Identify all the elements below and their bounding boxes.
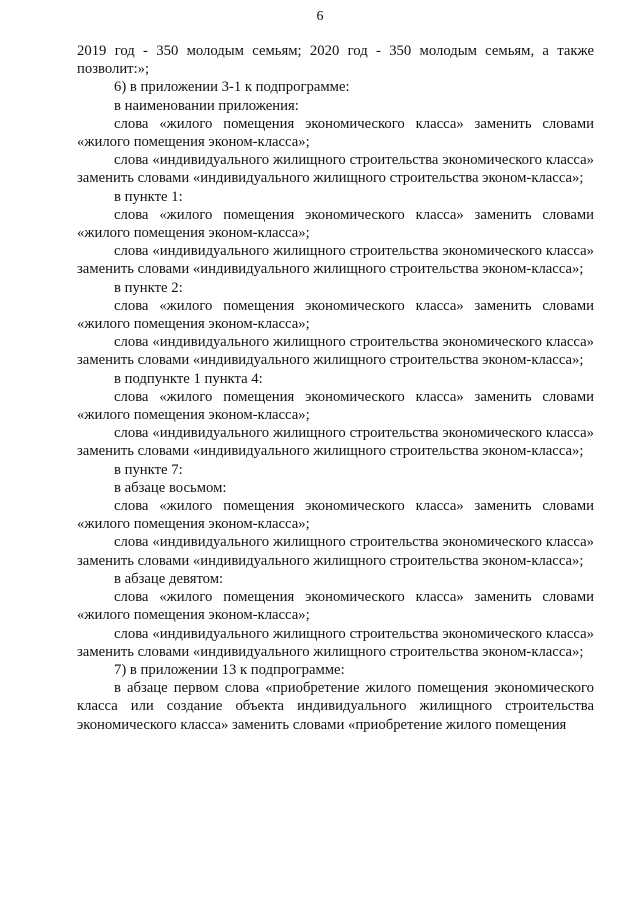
paragraph: в подпункте 1 пункта 4:: [114, 370, 263, 387]
paragraph: слова «жилого помещения экономического класса» заменить словами «жилого помещения эконом-класса»;: [77, 206, 594, 242]
paragraph: слова «жилого помещения экономического класса» заменить словами «жилого помещения эконом-класса»;: [77, 498, 594, 533]
paragraph: слова «жилого помещения экономического класса» заменить словами «жилого помещения эконом-класса»;: [77, 115, 594, 151]
document-body: [77, 42, 594, 734]
paragraph: в абзаце восьмом:: [114, 479, 227, 496]
paragraph: слова «индивидуального жилищного строительства экономического класса» заменить словами «индивидуального жилищного строительства эконом-класса»;: [77, 534, 594, 569]
paragraph: в наименовании приложения:: [114, 97, 299, 114]
paragraph: слова «индивидуального жилищного строительства экономического класса» заменить словами «индивидуального жилищного строительства эконом-класса»;: [77, 625, 594, 660]
paragraph: слова «жилого помещения экономического класса» заменить словами «жилого помещения эконом-класса»;: [77, 297, 594, 333]
paragraph: 7) в приложении 13 к подпрограмме:: [114, 661, 345, 678]
paragraph: слова «индивидуального жилищного строительства экономического класса» заменить словами «индивидуального жилищного строительства эконом-класса»;: [77, 425, 594, 460]
paragraph: в пункте 7:: [114, 461, 183, 478]
paragraph: слова «индивидуального жилищного строительства экономического класса» заменить словами «индивидуального жилищного строительства эконом-класса»;: [77, 152, 594, 187]
paragraph: 2019 год - 350 молодым семьям; 2020 год - 350 молодым семьям, а также позволит:»;: [77, 43, 594, 78]
paragraph: слова «жилого помещения экономического класса» заменить словами «жилого помещения эконом-класса»;: [77, 388, 594, 424]
paragraph: слова «индивидуального жилищного строительства экономического класса» заменить словами «индивидуального жилищного строительства эконом-класса»;: [77, 243, 594, 278]
paragraph: слова «индивидуального жилищного строительства экономического класса» заменить словами «индивидуального жилищного строительства эконом-класса»;: [77, 334, 594, 369]
paragraph: 6) в приложении 3-1 к подпрограмме:: [114, 79, 350, 96]
paragraph: в абзаце первом слова «приобретение жилого помещения экономического класса или создание объекта индивидуального жилищного строительства экономического класса» заменить словами «приобретение жилого помещения: [77, 680, 594, 733]
paragraph: в абзаце девятом:: [114, 570, 224, 587]
paragraph: слова «жилого помещения экономического класса» заменить словами «жилого помещения эконом-класса»;: [77, 589, 594, 624]
paragraph: в пункте 2:: [114, 279, 183, 296]
paragraph: в пункте 1:: [114, 188, 183, 205]
page-number: 6: [316, 9, 324, 24]
